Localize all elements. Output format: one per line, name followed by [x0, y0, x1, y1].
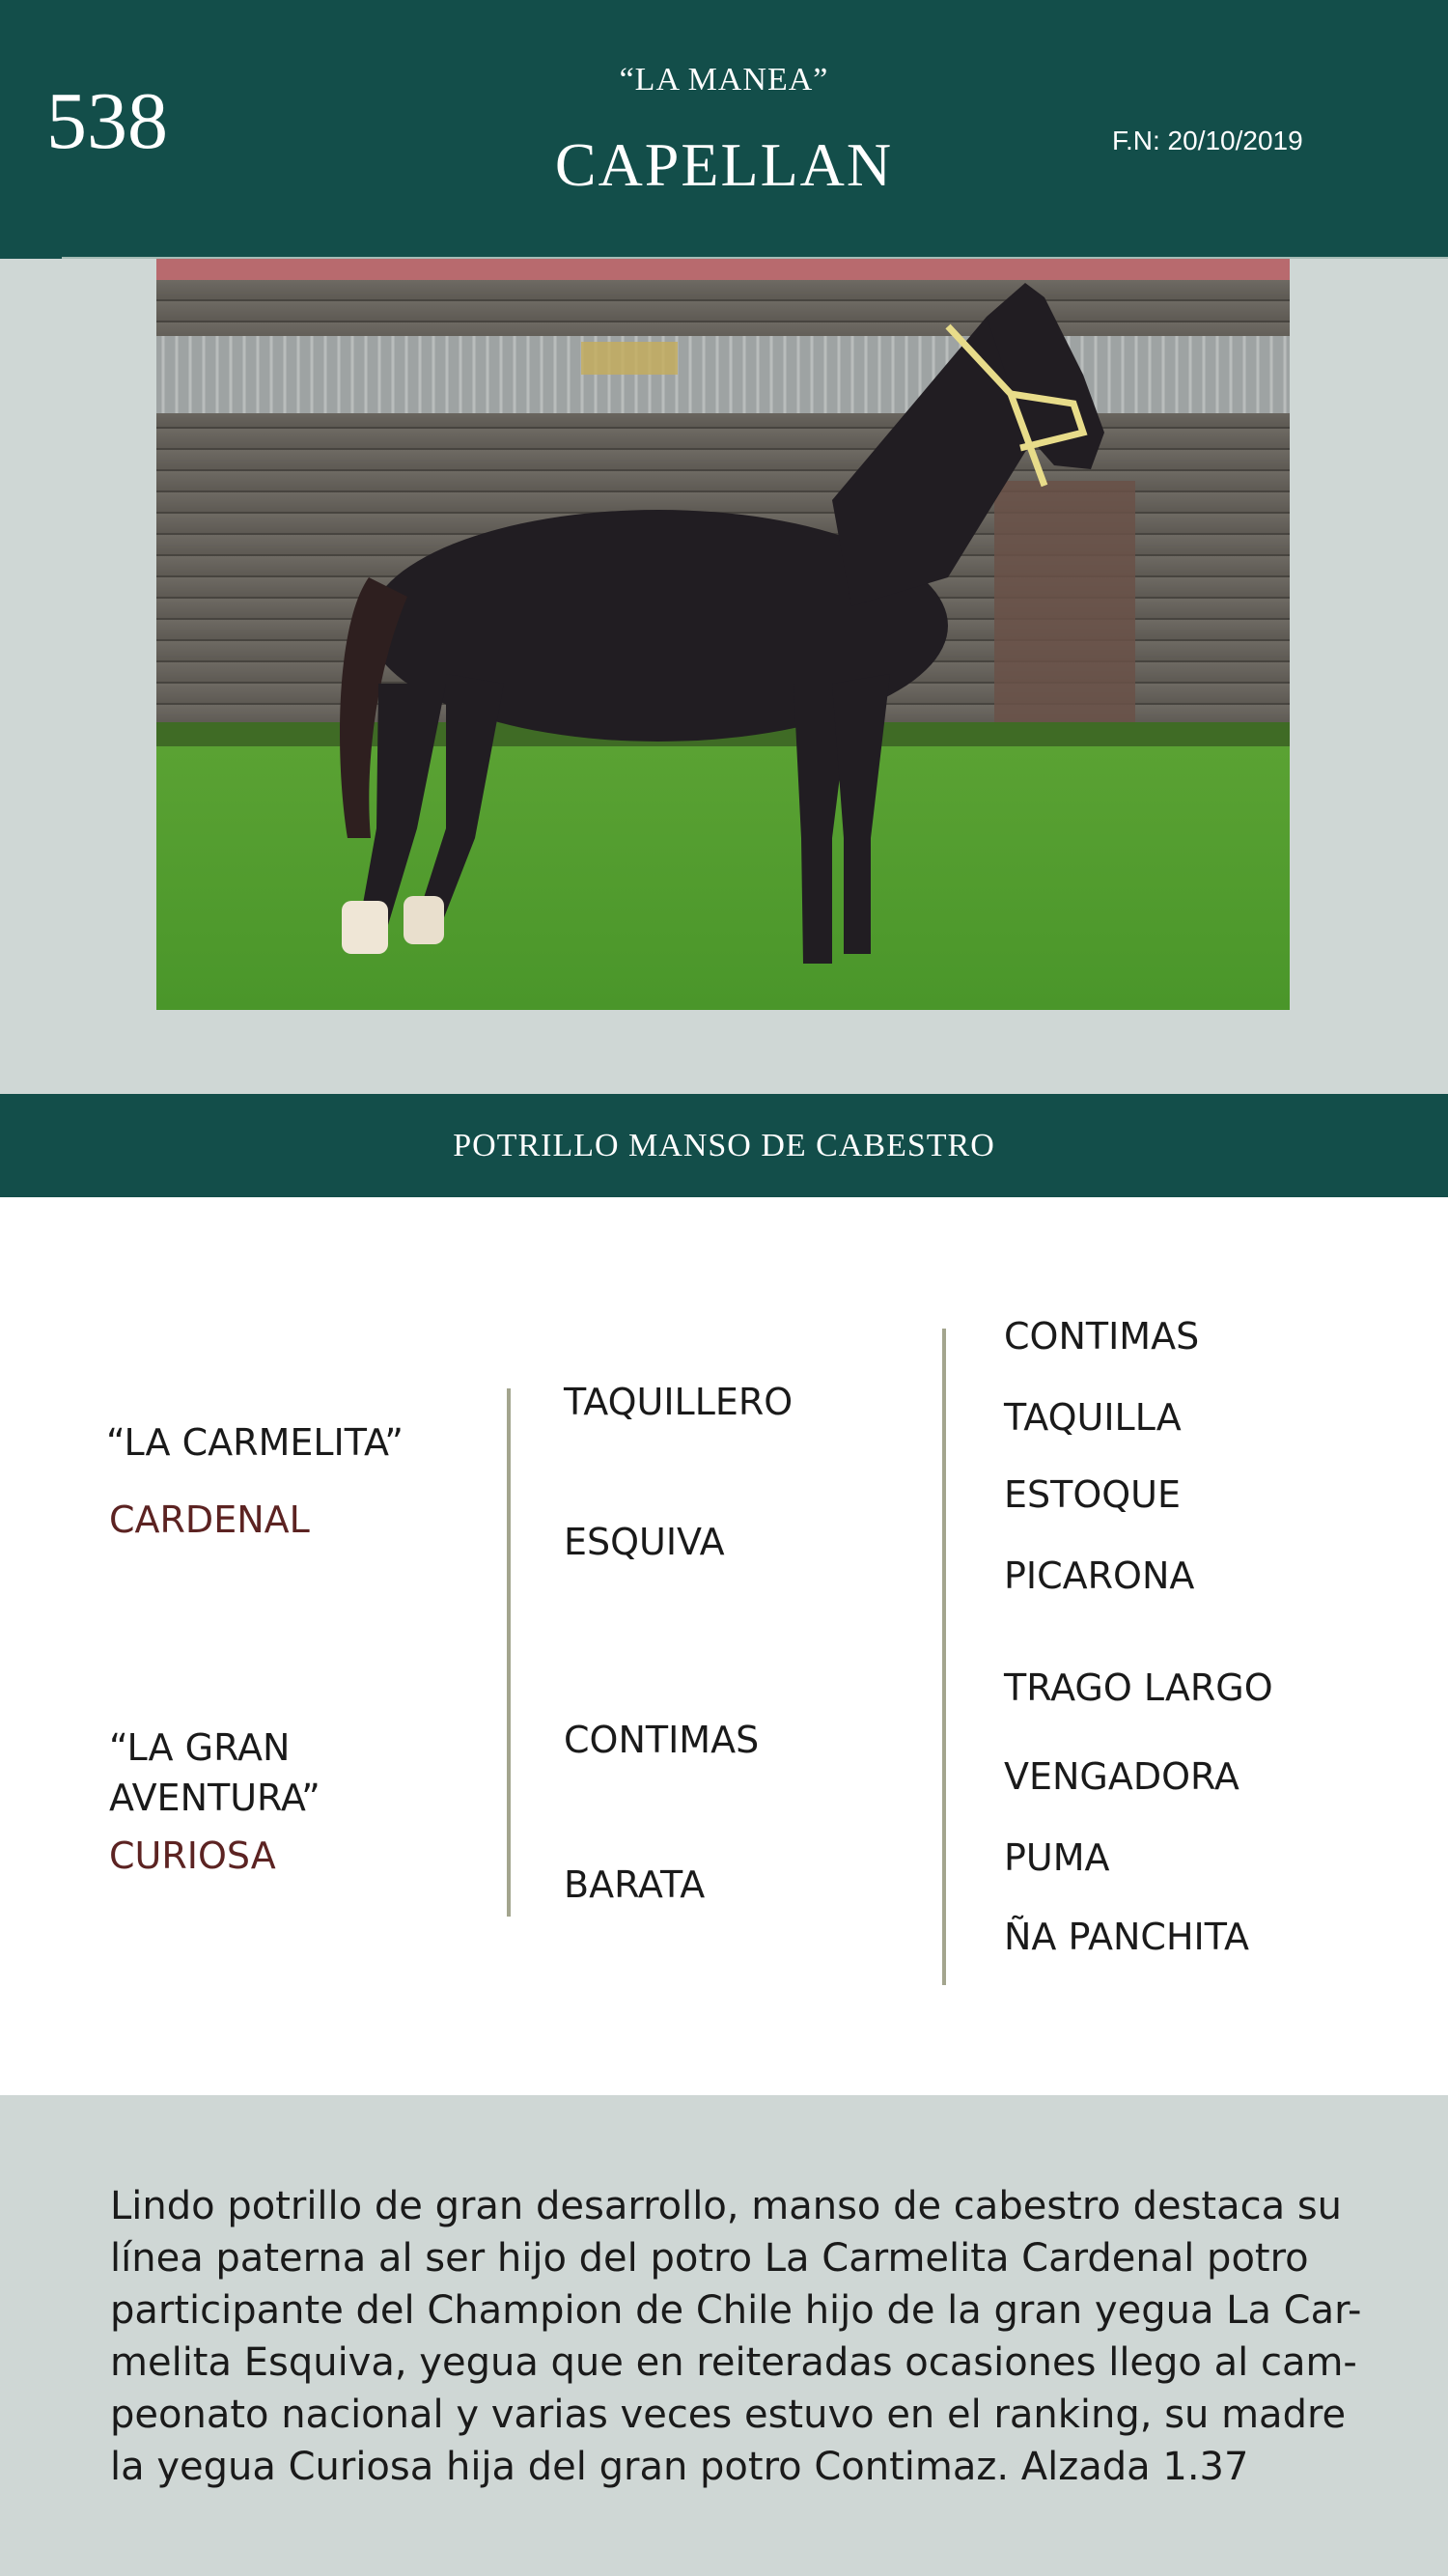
pedigree-section [0, 1197, 1448, 2095]
description-line: Lindo potrillo de gran desarrollo, manso de cabestro destaca su [110, 2184, 1343, 2228]
great-grandparent-3: ESTOQUE [1004, 1473, 1181, 1516]
description-band [0, 2095, 1448, 2576]
great-grandparent-6: VENGADORA [1004, 1755, 1239, 1798]
dam-name: CURIOSA [109, 1834, 276, 1877]
grandparent-2: ESQUIVA [564, 1521, 725, 1563]
grandparent-1: TAQUILLERO [564, 1381, 794, 1423]
description-text [110, 2180, 1365, 2493]
horse-type-label: POTRILLO MANSO DE CABESTRO [453, 1127, 995, 1163]
horse-name: CAPELLAN [554, 130, 894, 199]
grandparent-3: CONTIMAS [564, 1719, 760, 1761]
sire-prefix: “LA CARMELITA” [106, 1421, 404, 1464]
sock-hind-left [342, 901, 388, 954]
great-grandparent-1: CONTIMAS [1004, 1315, 1200, 1358]
horse-prefix: “LA MANEA” [619, 62, 829, 98]
great-grandparent-7: PUMA [1004, 1836, 1110, 1879]
description-line: la yegua Curiosa hija del gran potro Contimaz. Alzada 1.37 [110, 2445, 1249, 2489]
description-line: peonato nacional y varias veces estuvo en el ranking, su madre [110, 2393, 1347, 2437]
sock-hind-right [404, 896, 444, 944]
dam-prefix-line1: “LA GRAN [109, 1726, 291, 1769]
pedigree-divider-2 [942, 1329, 946, 1985]
photo-band [0, 259, 1448, 1094]
great-grandparent-8: ÑA PANCHITA [1004, 1916, 1249, 1958]
dam-prefix-line2: AVENTURA” [109, 1777, 320, 1819]
sire-name: CARDENAL [109, 1498, 310, 1541]
birth-date: F.N: 20/10/2019 [1112, 126, 1303, 155]
grandparent-4: BARATA [564, 1863, 706, 1906]
description-line: melita Esquiva, yegua que en reiteradas ocasiones llego al cam- [110, 2340, 1357, 2385]
horse-photo [156, 259, 1290, 1010]
header-bar [0, 0, 1448, 259]
great-grandparent-5: TRAGO LARGO [1004, 1666, 1273, 1709]
horse-illustration [156, 259, 1290, 1010]
horse-type-band [0, 1094, 1448, 1197]
description-line: participante del Champion de Chile hijo de la gran yegua La Car- [110, 2288, 1362, 2333]
lot-number: 538 [46, 76, 168, 166]
pedigree-divider-1 [507, 1388, 511, 1917]
great-grandparent-2: TAQUILLA [1004, 1396, 1182, 1439]
description-line: línea paterna al ser hijo del potro La Carmelita Cardenal potro [110, 2236, 1309, 2281]
great-grandparent-4: PICARONA [1004, 1554, 1195, 1597]
